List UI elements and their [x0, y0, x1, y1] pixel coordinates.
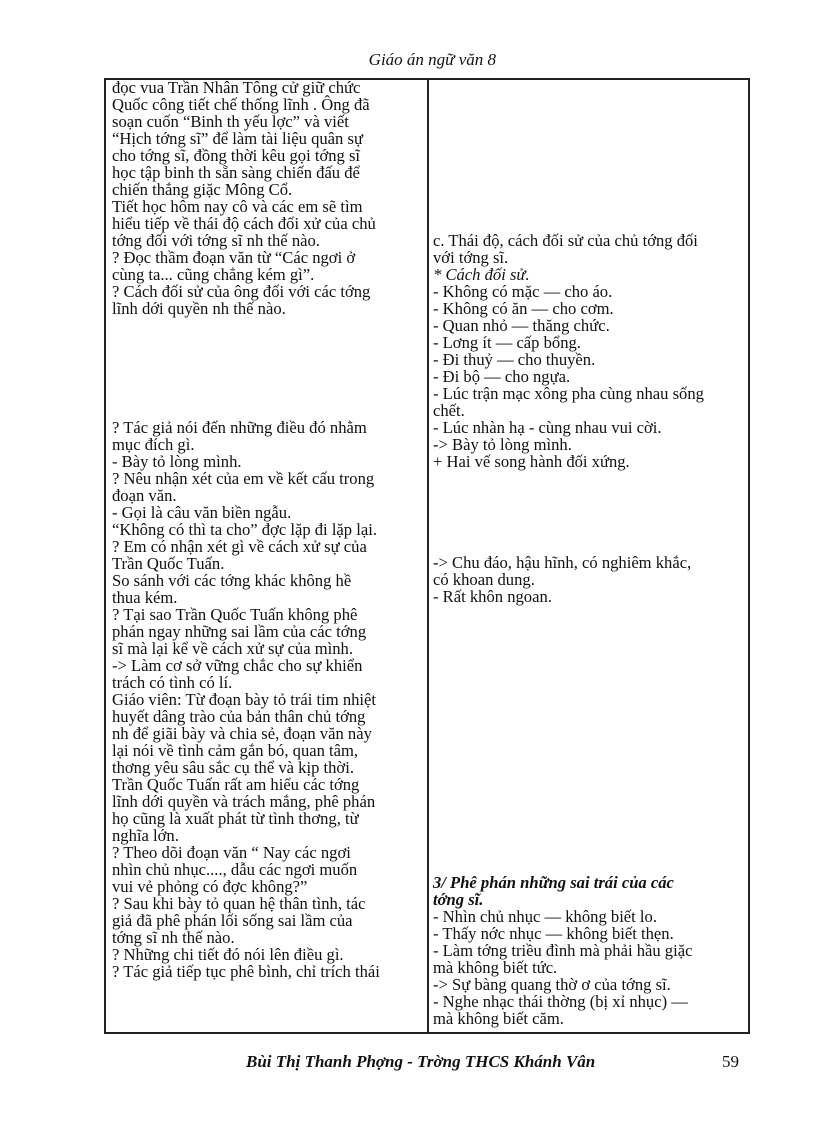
list-item: chết.: [433, 401, 465, 420]
text-line: tớng đối với tớng sĩ nh thế nào.: [112, 231, 320, 250]
text-line: nghĩa lớn.: [112, 826, 179, 845]
text-line: hiểu tiếp về thái độ cách đối xử của chủ: [112, 214, 376, 233]
text-line: ? Em có nhận xét gì về cách xử sự của: [112, 537, 367, 556]
text-line: “Hịch tớng sĩ” để làm tài liệu quân sự: [112, 129, 363, 148]
list-item: mà không biết căm.: [433, 1009, 564, 1028]
text-line: soạn cuốn “Binh th yếu lợc” và viết: [112, 112, 349, 131]
text-line: thơng yêu sâu sắc cụ thể và kịp thời.: [112, 758, 354, 777]
text-line: tớng sĩ nh thế nào.: [112, 928, 235, 947]
text-line: đọc vua Trần Nhân Tông cử giữ chức: [112, 78, 361, 97]
text-line: ? Những chi tiết đó nói lên điều gì.: [112, 945, 344, 964]
text-line: nhìn chủ nhục...., dẫu các ngơi muốn: [112, 860, 358, 879]
list-item: -> Bày tỏ lòng mình.: [433, 435, 572, 454]
text-line: thua kém.: [112, 588, 178, 607]
text-line: - Bày tỏ lòng mình.: [112, 452, 242, 471]
text-line: -> Làm cơ sở vững chắc cho sự khiển: [112, 656, 363, 675]
right-column-block2: [433, 554, 691, 605]
text-line: -> Chu đáo, hậu hĩnh, có nghiêm khắc,: [433, 553, 692, 572]
list-item: - Đi thuỷ — cho thuyền.: [433, 350, 596, 369]
text-line: ? Nêu nhận xét của em về kết cấu trong: [112, 469, 375, 488]
list-item: - Nghe nhạc thái thờng (bị xỉ nhục) —: [433, 992, 688, 1011]
text-line: phán ngay những sai lầm của các tớng: [112, 622, 367, 641]
list-item: - Thấy nớc nhục — không biết thẹn.: [433, 924, 674, 943]
text-line: ? Đọc thầm đoạn văn từ “Các ngơi ở: [112, 248, 356, 267]
list-item: - Lơng ít — cấp bổng.: [433, 333, 581, 352]
text-line: mục đích gì.: [112, 435, 195, 454]
text-line: vui vẻ phỏng có đợc không?”: [112, 877, 308, 896]
text-line: huyết dâng trào của bản thân chủ tớng: [112, 707, 366, 726]
list-item: - Làm tớng triều đình mà phải hầu giặc: [433, 941, 693, 960]
text-line: giả đã phê phán lối sống sai lầm của: [112, 911, 353, 930]
section-c-heading: c. Thái độ, cách đối sử của chủ tớng đối: [433, 231, 698, 250]
text-line: ? Theo dõi đoạn văn “ Nay các ngơi: [112, 843, 351, 862]
text-line: lĩnh dới quyền và trách mắng, phê phán: [112, 792, 376, 811]
list-item: - Đi bộ — cho ngựa.: [433, 367, 571, 386]
list-item: - Lúc nhàn hạ - cùng nhau vui cời.: [433, 418, 662, 437]
list-item: - Không có ăn — cho cơm.: [433, 299, 614, 318]
section-3-heading: tớng sĩ.: [433, 890, 484, 909]
text-line: học tập binh th sẵn sàng chiến đấu để: [112, 163, 360, 182]
text-line: ? Tại sao Trần Quốc Tuấn không phê: [112, 605, 358, 624]
text-line: ? Tác giả tiếp tục phê bình, chỉ trích thái: [112, 962, 380, 981]
spacer: [112, 317, 424, 419]
list-item: - Lúc trận mạc xông pha cùng nhau sống: [433, 384, 704, 403]
text-line: So sánh với các tớng khác không hề: [112, 571, 352, 590]
column-divider: [427, 78, 429, 1034]
text-line: “Không có thì ta cho” đợc lặp đi lặp lại.: [112, 520, 377, 539]
text-line: - Rất khôn ngoan.: [433, 587, 552, 606]
text-line: họ cũng là xuất phát từ tình thơng, từ: [112, 809, 359, 828]
section-3-heading: 3/ Phê phán những sai trái của các: [433, 873, 674, 892]
text-line: sĩ mà lại kể về cách xử sự của mình.: [112, 639, 354, 658]
text-line: Trần Quốc Tuấn rất am hiểu các tớng: [112, 775, 360, 794]
list-item: - Không có mặc — cho áo.: [433, 282, 613, 301]
text-line: ? Tác giả nói đến những điều đó nhằm: [112, 418, 367, 437]
text-line: trách có tình có lí.: [112, 673, 233, 692]
text-line: cho tớng sĩ, đồng thời kêu gọi tớng sĩ: [112, 146, 361, 165]
text-line: Trần Quốc Tuấn.: [112, 554, 225, 573]
page-header: Giáo án ngữ văn 8: [368, 50, 496, 69]
text-line: nh để giãi bày và chia sẻ, đoạn văn này: [112, 724, 372, 743]
text-line: đoạn văn.: [112, 486, 177, 505]
text-line: Giáo viên: Từ đoạn bày tỏ trái tim nhiệt: [112, 690, 376, 709]
page-number: 59: [722, 1052, 739, 1071]
footer-author: Bùi Thị Thanh Phợng - Trờng THCS Khánh Vân: [246, 1052, 596, 1071]
section-c-heading: với tớng sĩ.: [433, 248, 509, 267]
right-column-section-3: [433, 874, 692, 1027]
text-line: ? Sau khi bày tỏ quan hệ thân tình, tác: [112, 894, 366, 913]
list-item: - Nhìn chủ nhục — không biết lo.: [433, 907, 657, 926]
list-item: + Hai vế song hành đối xứng.: [433, 452, 630, 471]
text-line: cùng ta... cũng chẳng kém gì”.: [112, 265, 315, 284]
text-line: Quốc công tiết chế thống lĩnh . Ông đã: [112, 95, 370, 114]
text-line: - Gọi là câu văn biền ngẫu.: [112, 503, 292, 522]
text-line: chiến thắng giặc Mông Cổ.: [112, 180, 293, 199]
left-column: [112, 79, 424, 980]
list-item: -> Sự bàng quang thờ ơ của tớng sĩ.: [433, 975, 671, 994]
text-line: lĩnh dới quyền nh thế nào.: [112, 299, 286, 318]
right-column-section-c: [433, 232, 745, 470]
list-item: - Quan nhỏ — thăng chức.: [433, 316, 610, 335]
text-line: lại nói về tình cảm gắn bó, quan tâm,: [112, 741, 359, 760]
text-line: có khoan dung.: [433, 570, 535, 589]
list-item: mà không biết tức.: [433, 958, 558, 977]
subheading: * Cách đối sử.: [433, 265, 530, 284]
text-line: ? Cách đối sử của ông đối với các tớng: [112, 282, 371, 301]
text-line: Tiết học hôm nay cô và các em sẽ tìm: [112, 197, 363, 216]
